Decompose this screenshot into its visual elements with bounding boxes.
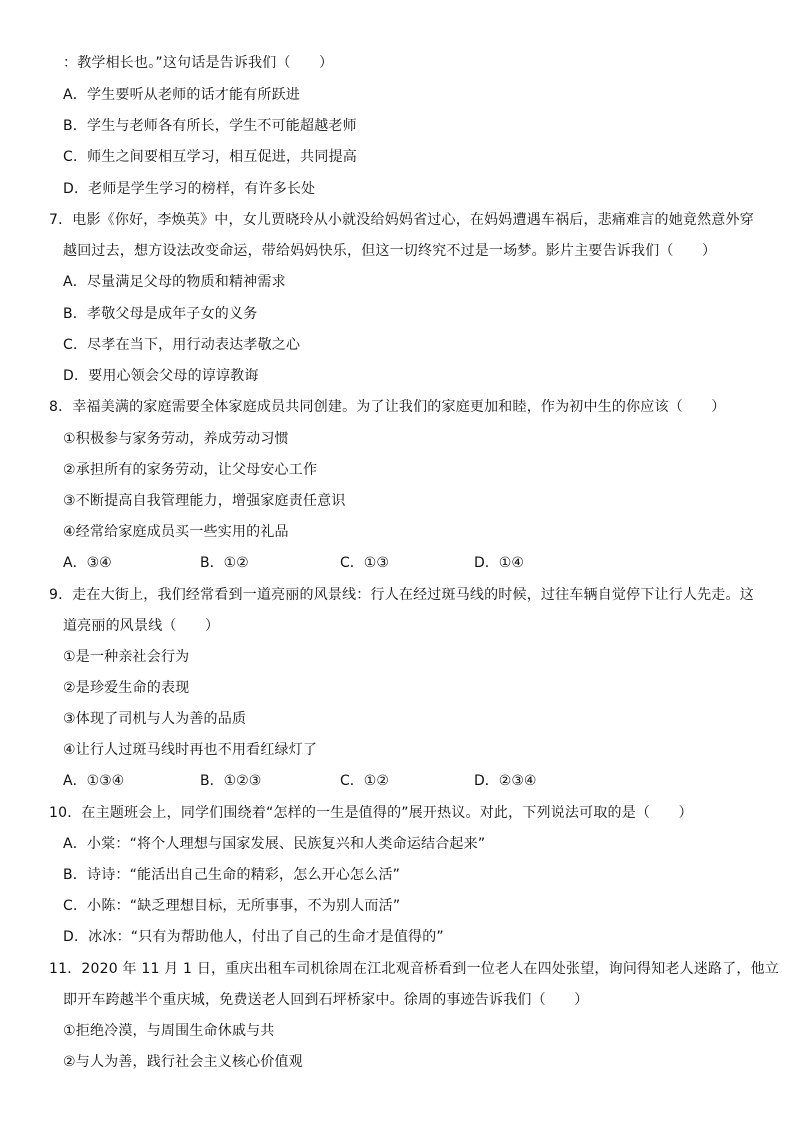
q9-choice-c: C．①② [340,773,389,789]
q9-item-1: ①是一种亲社会行为 [63,649,190,665]
q8-choice-c: C．①③ [340,555,389,571]
q11-stem-line2: 即开车跨越半个重庆城，免费送老人回到石坪桥家中。徐周的事迹告诉我们（ ） [63,992,589,1008]
q8-stem: 8．幸福美满的家庭需要全体家庭成员共同创建。为了让我们的家庭更加和睦，作为初中生的你应该（ ） [49,399,726,415]
q10-option-b: B．诗诗：“能活出自己生命的精彩，怎么开心怎么活” [63,867,401,883]
q6-stem: ：教学相长也。”这句话是告诉我们（ ） [63,55,334,71]
q9-item-4: ④让行人过斑马线时再也不用看红绿灯了 [63,742,318,758]
q8-item-4: ④经常给家庭成员买一些实用的礼品 [63,524,289,540]
q8-item-1: ①积极参与家务劳动，养成劳动习惯 [63,431,289,447]
q6-option-d: D．老师是学生学习的榜样，有许多长处 [63,181,316,197]
q7-option-d: D．要用心领会父母的谆谆教诲 [63,368,259,384]
q8-choice-b: B．①② [200,555,249,571]
q8-choice-a: A．③④ [63,555,112,571]
q6-option-b: B．学生与老师各有所长，学生不可能超越老师 [63,118,357,134]
q9-choice-b: B．①②③ [200,773,262,789]
q9-item-3: ③体现了司机与人为善的品质 [63,711,247,727]
q7-stem-line2: 越回过去，想方设法改变命运，带给妈妈快乐，但这一切终究不过是一场梦。影片主要告诉我们（ ） [63,243,717,259]
q10-option-a: A．小棠：“将个人理想与国家发展、民族复兴和人类命运结合起来” [63,836,486,852]
q9-stem-line1: 9．走在大街上，我们经常看到一道亮丽的风景线：行人在经过斑马线的时候，过往车辆自觉停下让行人先走。这 [49,587,754,603]
q9-choice-a: A．①③④ [63,773,125,789]
q7-option-c: C．尽孝在当下，用行动表达孝敬之心 [63,337,301,353]
q6-option-a: A．学生要听从老师的话才能有所跃进 [63,87,300,103]
q11-item-1: ①拒绝冷漠，与周围生命休戚与共 [63,1023,275,1039]
q7-option-b: B．孝敬父母是成年子女的义务 [63,306,258,322]
q8-item-3: ③不断提高自我管理能力，增强家庭责任意识 [63,493,346,509]
q9-item-2: ②是珍爱生命的表现 [63,680,190,696]
q9-choice-d: D．②③④ [474,773,537,789]
q8-choice-d: D．①④ [474,555,524,571]
q10-stem: 10．在主题班会上，同学们围绕着“怎样的一生是值得的”展开热议。对此，下列说法可取的是（ ） [49,805,693,821]
q11-item-2: ②与人为善，践行社会主义核心价值观 [63,1054,303,1070]
q8-item-2: ②承担所有的家务劳动，让父母安心工作 [63,462,318,478]
q7-option-a: A．尽量满足父母的物质和精神需求 [63,274,286,290]
q7-stem-line1: 7．电影《你好，李焕英》中，女儿贾晓玲从小就没给妈妈省过心，在妈妈遭遇车祸后，悲痛难言的她竟然意外穿 [49,212,754,228]
q6-option-c: C．师生之间要相互学习，相互促进，共同提高 [63,149,357,165]
q11-stem-line1: 11．2020 年 11 月 1 日，重庆出租车司机徐周在江北观音桥看到一位老人在四处张望，询问得知老人迷路了，他立 [49,961,780,977]
q9-stem-line2: 道亮丽的风景线（ ） [63,618,220,634]
q10-option-d: D．冰冰：“只有为帮助他人，付出了自己的生命才是值得的” [63,929,444,945]
q10-option-c: C．小陈：“缺乏理想目标，无所事事，不为别人而活” [63,898,401,914]
